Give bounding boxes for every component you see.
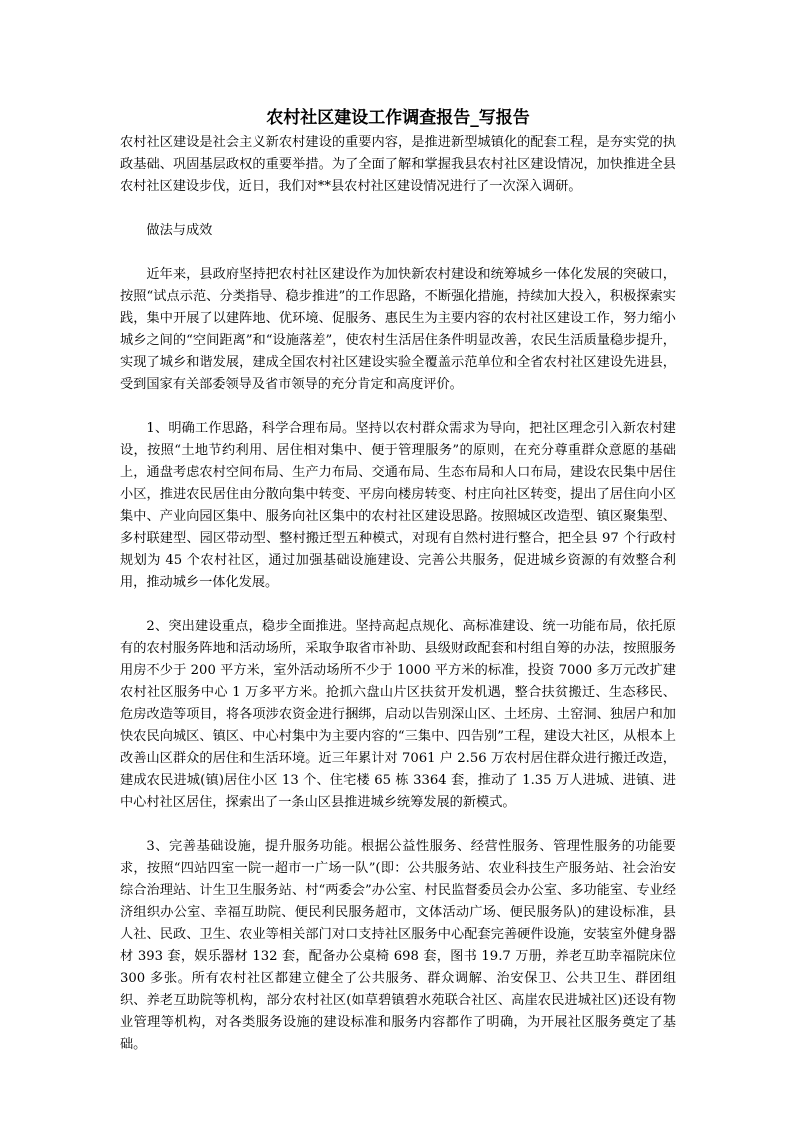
document-content (120, 106, 676, 1078)
overview-paragraph: 近年来，县政府坚持把农村社区建设作为加快新农村建设和统筹城乡一体化发展的突破口，按照“试点示范、分类指导、稳步推进”的工作思路，不断强化措施，持续加大投入，积极探索实践，集中开展了以建阵地、优环境、促服务、惠民生为主要内容的农村社区建设工作，努力缩小城乡之间的“空间距离”和“设施落差”，使农村生活居住条件明显改善，农民生活质量稳步提升，实现了城乡和谐发展，建成全国农村社区建设实验全覆盖示范单位和全省农村社区建设先进县，受到国家有关部委领导及省市领导的充分肯定和高度评价。 (120, 267, 676, 392)
point-3-paragraph: 3、完善基础设施，提升服务功能。根据公益性服务、经营性服务、管理性服务的功能要求，按照“四站四室一院一超市一广场一队”(即：公共服务站、农业科技生产服务站、社会治安综合治理站、计生卫生服务站、村“两委会”办公室、村民监督委员会办公室、多功能室、专业经济组织办公室、幸福互助院、便民利民服务超市，文体活动广场、便民服务队)的建设标准，县人社、民政、卫生、农业等相关部门对口支持社区服务中心配套完善硬件设施，安装室外健身器材 393 套，娱乐器材 132 套，配备办公桌椅 698 套，图书 19.7 万册，养老互助幸福院床位 300 多张。所有农村社区都建立健全了公共服务、群众调解、治安保卫、公共卫生、群团组织、养老互助院等机构，部分农村社区(如草碧镇碧水苑联合社区、高崖农民进城社区)还设有物业管理等机构，对各类服务设施的建设标准和服务内容都作了明确，为开展社区服务奠定了基础。 (120, 839, 676, 1052)
page-title: 农村社区建设工作调查报告_写报告 (266, 108, 530, 128)
section-heading: 做法与成效 (146, 223, 213, 238)
point-2-paragraph: 2、突出建设重点，稳步全面推进。坚持高起点规化、高标准建设、统一功能布局，依托原有的农村服务阵地和活动场所，采取争取省市补助、县级财政配套和村组自筹的办法，按照服务用房不少于 200 平方米，室外活动场所不少于 1000 平方米的标准，投资 7000 多万元改扩建农村社区服务中心 1 万多平方米。抢抓六盘山片区扶贫开发机遇，整合扶贫搬迁、生态移民、危房改造等项目，将各项涉农资金进行捆绑，启动以告别深山区、土坯房、土窑洞、独居户和加快农民向城区、镇区、中心村集中为主要内容的“三集中、四告别”工程，建设大社区，从根本上改善山区群众的居住和生活环境。近三年累计对 7061 户 2.56 万农村居住群众进行搬迁改造，建成农民进城(镇)居住小区 13 个、住宅楼 65 栋 3364 套，推动了 1.35 万人进城、进镇、进中心村社区居住，探索出了一条山区县推进城乡统筹发展的新模式。 (120, 619, 676, 810)
point-1-paragraph: 1、明确工作思路，科学合理布局。坚持以农村群众需求为导向，把社区理念引入新农村建设，按照“土地节约利用、居住相对集中、便于管理服务”的原则，在充分尊重群众意愿的基础上，通盘考虑农村空间布局、生产力布局、交通布局、生态布局和人口布局，建设农民集中居住小区，推进农民居住由分散向集中转变、平房向楼房转变、村庄向社区转变，提出了居住向小区集中、产业向园区集中、服务向社区集中的农村社区建设思路。按照城区改造型、镇区聚集型、多村联建型、园区带动型、整村搬迁型五种模式，对现有自然村进行整合，把全县 97 个行政村规划为 45 个农村社区，通过加强基础设施建设、完善公共服务，促进城乡资源的有效整合利用，推动城乡一体化发展。 (120, 421, 676, 590)
intro-paragraph: 农村社区建设是社会主义新农村建设的重要内容，是推进新型城镇化的配套工程，是夯实党的执政基础、巩固基层政权的重要举措。为了全面了解和掌握我县农村社区建设情况，加快推进全县农村社区建设步伐，近日，我们对**县农村社区建设情况进行了一次深入调研。 (120, 135, 676, 194)
